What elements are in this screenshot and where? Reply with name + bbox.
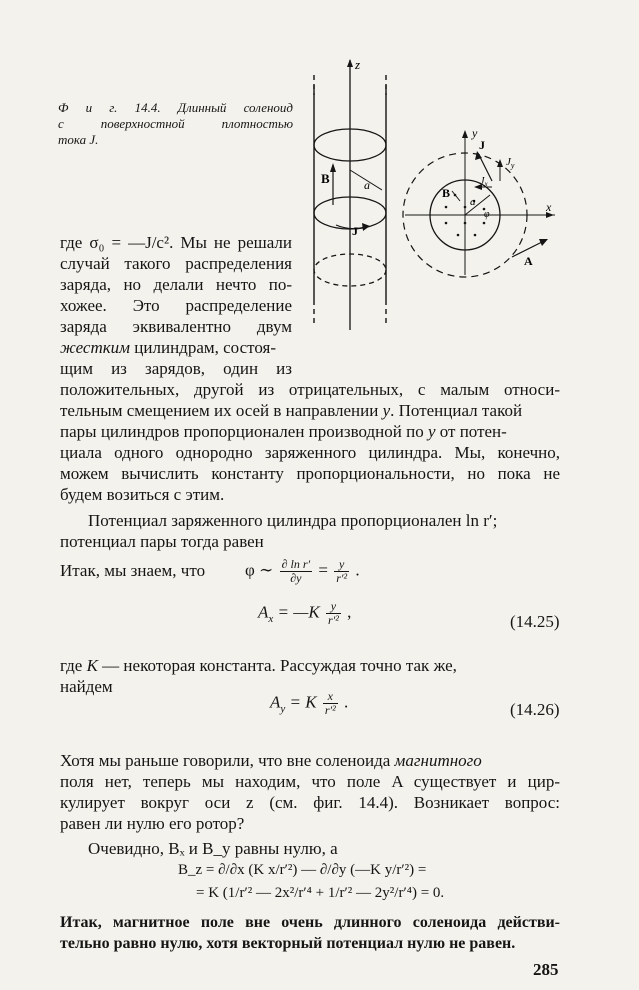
equation-number-14-25: (14.25) (510, 612, 560, 631)
formula-ax: $A_x$ = —K $\frac{y}{\text{r′²}}$ , (258, 599, 352, 627)
para4-line-2: найдем (60, 677, 113, 696)
para5-line-1: Хотя мы раньше говорили, что вне соленоида магнитного (60, 751, 482, 770)
solenoid-a-label: a (364, 178, 370, 192)
text-line-8: положительных, другой из отрицательных, с малым относи- (60, 380, 560, 399)
caption-line-1: Ф и г. 14.4. Длинный соленоид (58, 100, 293, 115)
text-line-12: можем вычислить константу пропорциональности, но пока не (60, 464, 560, 483)
caption-line-2: с поверхностной плотностью (58, 116, 293, 131)
final-line-2: тельно равно нулю, хотя векторный потенциал нулю не равен. (60, 935, 516, 952)
para2-line-2: потенциал пары тогда равен (60, 532, 264, 551)
para4-line-1: где K — некоторая константа. Рассуждая точно так же, (60, 656, 457, 675)
cross-j-label: J (479, 138, 485, 152)
z-axis-label: z (355, 57, 361, 72)
para3-line: Итак, мы знаем, что (60, 561, 206, 580)
cross-section-figure (400, 125, 560, 280)
cross-a-label: a (470, 196, 476, 208)
para5-line-2: поля нет, теперь мы находим, что поле A существует и цир- (60, 772, 560, 791)
x-axis-label: x (546, 200, 552, 214)
text-line-4: хожее. Это распределение (60, 296, 292, 315)
figure-caption (58, 100, 293, 148)
formula-phi: φ ∼ $\frac{\text{∂ ln r′}}{\partial y}$ = $\frac{y}{\text{r′²}}$ . (245, 557, 360, 585)
formula-ay: $A_y = K$ $\frac{x}{\text{r′²}}$ . (270, 689, 349, 717)
page-number: 285 (533, 960, 559, 979)
cross-b-label: B (442, 186, 451, 200)
caption-line-3: тока J. (58, 132, 99, 147)
jy-label: $J_y$ (506, 156, 515, 170)
text-line-5: заряда эквивалентно двум (60, 317, 292, 336)
solenoid-figure (300, 55, 400, 335)
formula-bz-line-2: = K (1/r′² — 2x²/r′⁴ + 1/r′² — 2y²/r′⁴) = 0. (196, 885, 445, 901)
solenoid-j-label: J (352, 224, 358, 238)
phi-label: φ (484, 209, 490, 220)
text-line-13: будем возиться с этим. (60, 485, 225, 504)
jx-label: $J_x$ (480, 176, 488, 188)
para5-line-3: кулирует вокруг оси z (см. фиг. 14.4). Возникает вопрос: (60, 793, 560, 812)
equation-number-14-26: (14.26) (510, 700, 560, 719)
a-vector-label: A (524, 254, 533, 268)
para6-line: Очевидно, Bₓ и B_y равны нулю, а (88, 839, 338, 858)
text-line-2: случай такого распределения (60, 254, 292, 273)
para5-line-4: равен ли нулю его ротор? (60, 814, 245, 833)
text-line-6: жестким цилиндрам, состоя- (60, 338, 276, 357)
text-line-1: где σ₀ = —J/c². Мы не решали (60, 233, 292, 252)
text-line-10: пары цилиндров пропорционален производной по y от потен- (60, 422, 507, 441)
formula-bz-line-1: B_z = ∂/∂x (K x/r′²) — ∂/∂y (—K y/r′²) = (178, 862, 427, 878)
final-line-1: Итак, магнитное поле вне очень длинного соленоида действи- (60, 914, 560, 931)
y-axis-label: y (472, 126, 478, 140)
text-line-3: заряда, но делали нечто по- (60, 275, 292, 294)
solenoid-b-label: B (321, 171, 330, 186)
text-line-11: циала одного однородно заряженного цилиндра. Мы, конечно, (60, 443, 560, 462)
text-line-9: тельным смещением их осей в направлении y. Потенциал такой (60, 401, 523, 420)
para2-line-1: Потенциал заряженного цилиндра пропорционален ln r′; (88, 511, 498, 530)
text-line-7: щим из зарядов, один из (60, 359, 292, 378)
